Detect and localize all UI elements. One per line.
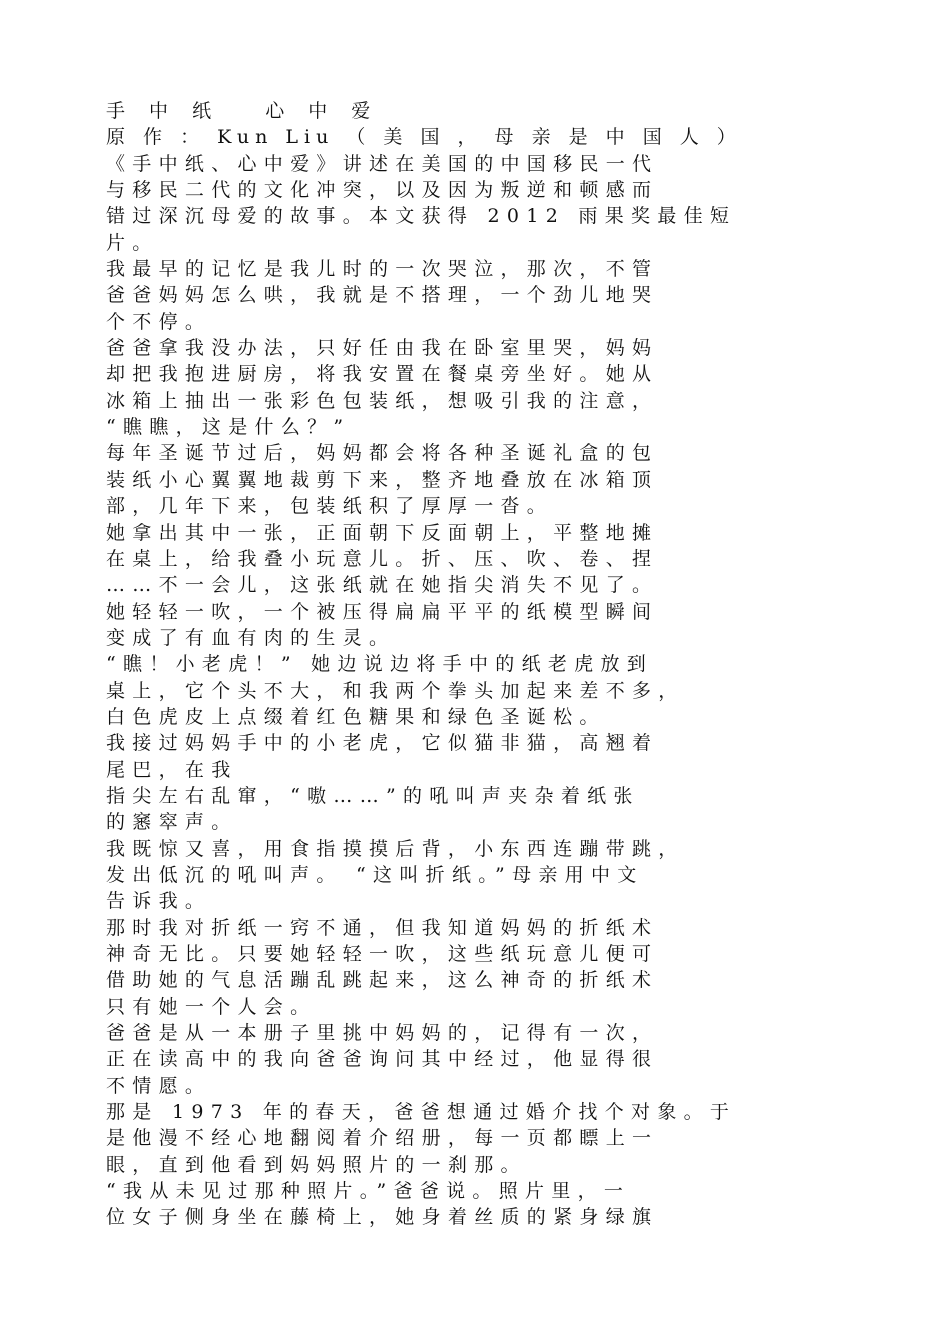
text-line: 冰箱上抽出一张彩色包装纸，想吸引我的注意， <box>106 389 659 412</box>
text-line: 神奇无比。只要她轻轻一吹，这些纸玩意儿便可 <box>106 943 659 965</box>
text-line: “瞧！小老虎！” 她边说边将手中的纸老虎放到 <box>106 653 654 676</box>
text-line: 却把我抱进厨房，将我安置在餐桌旁坐好。她从 <box>106 363 659 386</box>
text-line: 桌上，它个头不大，和我两个拳头加起来差不多， <box>106 679 685 702</box>
text-line: 眼，直到他看到妈妈照片的一刹那。 <box>106 1153 527 1176</box>
text-line: 指尖左右乱窜，“嗷……”的吼叫声夹杂着纸张 <box>106 784 640 807</box>
text-line: 借助她的气息活蹦乱跳起来，这么神奇的折纸术 <box>106 969 659 992</box>
text-line: 变成了有血有肉的生灵。 <box>106 626 396 649</box>
text-line: 不情愿。 <box>106 1074 212 1097</box>
text-line: 正在读高中的我向爸爸询问其中经过，他显得很 <box>106 1048 659 1071</box>
text-line: 只有她一个人会。 <box>106 995 317 1018</box>
text-line: “我从未见过那种照片。”爸爸说。照片里，一 <box>106 1180 631 1203</box>
text-line: 那是 1973 年的春天，爸爸想通过婚介找个对象。于 <box>106 1101 737 1124</box>
text-line: 爸爸拿我没办法，只好任由我在卧室里哭，妈妈 <box>106 337 659 360</box>
text-line: 告诉我。 <box>106 890 212 913</box>
text-line: 与移民二代的文化冲突，以及因为叛逆和顿感而 <box>106 179 659 202</box>
text-line: 爸爸妈妈怎么哄，我就是不搭理，一个劲儿地哭 <box>106 284 659 307</box>
text-line: 装纸小心翼翼地裁剪下来，整齐地叠放在冰箱顶 <box>106 468 659 491</box>
text-line: 个不停。 <box>106 310 212 333</box>
text-line: 每年圣诞节过后，妈妈都会将各种圣诞礼盒的包 <box>106 442 659 465</box>
text-line: 我既惊又喜，用食指摸摸后背，小东西连蹦带跳， <box>106 837 685 860</box>
text-line: 错过深沉母爱的故事。本文获得 2012 雨果奖最佳短 <box>106 205 737 228</box>
text-line: 部，几年下来，包装纸积了厚厚一沓。 <box>106 495 554 518</box>
document-page <box>106 98 846 1231</box>
text-line: 她轻轻一吹，一个被压得扁扁平平的纸模型瞬间 <box>106 600 659 623</box>
text-line: “瞧瞧，这是什么？” <box>106 416 351 439</box>
text-line: 发出低沉的吼叫声。 “这叫折纸。”母亲用中文 <box>106 863 644 886</box>
text-line: 的窸窣声。 <box>106 811 238 834</box>
text-line: 那时我对折纸一窍不通，但我知道妈妈的折纸术 <box>106 916 659 939</box>
text-line: 白色虎皮上点缀着红色糖果和绿色圣诞松。 <box>106 705 606 728</box>
document-body <box>106 151 846 1231</box>
text-line: 爸爸是从一本册子里挑中妈妈的，记得有一次， <box>106 1022 659 1045</box>
text-line: 尾巴，在我 <box>106 758 238 781</box>
text-line: 是他漫不经心地翻阅着介绍册，每一页都瞟上一 <box>106 1127 659 1150</box>
text-line: 片。 <box>106 231 159 254</box>
author-line: 原 作 ： Kun Liu （ 美 国 ， 母 亲 是 中 国 人 ） <box>106 126 742 149</box>
text-line: ……不一会儿，这张纸就在她指尖消失不见了。 <box>106 574 659 597</box>
document-title: 手 中 纸 心 中 爱 <box>106 100 380 122</box>
text-line: 我接过妈妈手中的小老虎，它似猫非猫，高翘着 <box>106 732 659 755</box>
text-line: 我最早的记忆是我儿时的一次哭泣，那次，不管 <box>106 258 659 281</box>
text-line: 在桌上，给我叠小玩意儿。折、压、吹、卷、捏 <box>106 547 659 570</box>
text-line: 《手中纸、心中爱》讲述在美国的中国移民一代 <box>106 152 659 175</box>
text-line: 她拿出其中一张，正面朝下反面朝上，平整地摊 <box>106 521 659 544</box>
text-line: 位女子侧身坐在藤椅上，她身着丝质的紧身绿旗 <box>106 1206 659 1229</box>
